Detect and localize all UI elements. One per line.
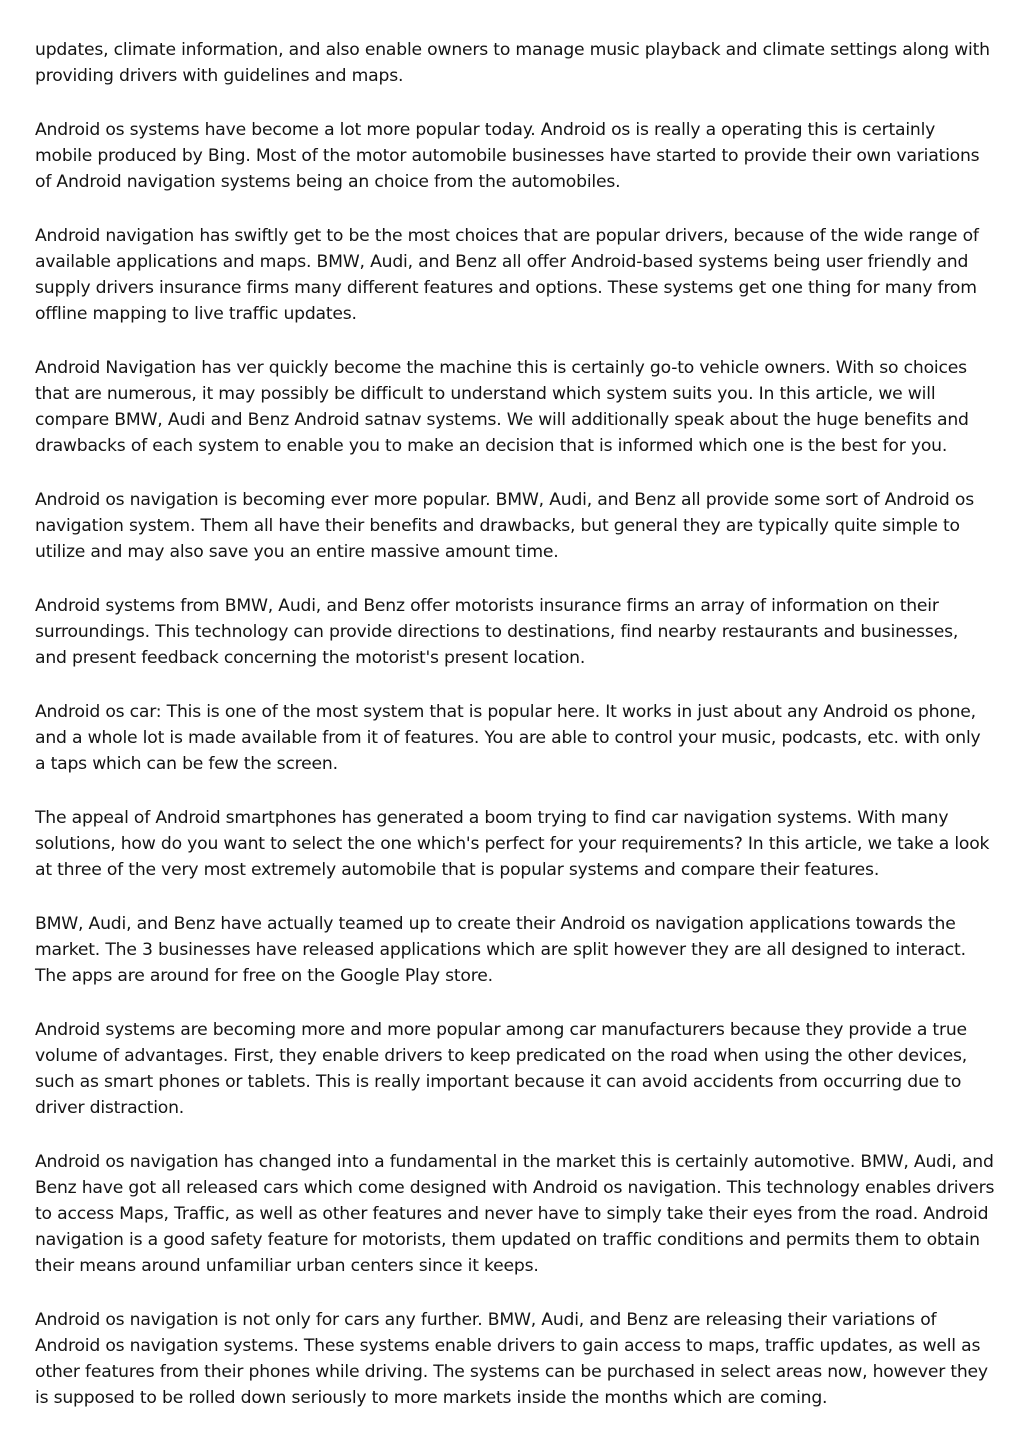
paragraph: Android os navigation is becoming ever more popular. BMW, Audi, and Benz all provide some sort of Android os navigation system. Them all have their benefits and drawbacks, but general they are typically quite simple to utilize and may also save you an entire massive amount time.	[35, 490, 974, 562]
paragraph: BMW, Audi, and Benz have actually teamed up to create their Android os navigation applications towards the market. The 3 businesses have released applications which are split however they are all designed to interact. The apps are around for free on the Google Play store.	[35, 914, 966, 986]
paragraph: Android os car: This is one of the most system that is popular here. It works in just about any Android os phone, and a whole lot is made available from it of features. You are able to control your music, podcasts, etc. with only a taps which can be few the screen.	[35, 702, 981, 774]
paragraph: updates, climate information, and also enable owners to manage music playback and climate settings along with providing drivers with guidelines and maps.	[35, 40, 990, 86]
document-body	[35, 37, 995, 1439]
paragraph: Android Navigation has ver quickly become the machine this is certainly go-to vehicle owners. With so choices that are numerous, it may possibly be difficult to understand which system suits you. In this article, we will compare BMW, Audi and Benz Android satnav systems. We will additionally speak about the huge benefits and drawbacks of each system to enable you to make an decision that is informed which one is the best for you.	[35, 358, 969, 456]
paragraph: The appeal of Android smartphones has generated a boom trying to find car navigation systems. With many solutions, how do you want to select the one which's perfect for your requirements? In this article, we take a look at three of the very most extremely automobile that is popular systems and compare their features.	[35, 808, 990, 880]
paragraph: Android systems are becoming more and more popular among car manufacturers because they provide a true volume of advantages. First, they enable drivers to keep predicated on the road when using the other devices, such as smart phones or tablets. This is really important because it can avoid accidents from occurring due to driver distraction.	[35, 1020, 968, 1118]
paragraph: Android navigation has swiftly get to be the most choices that are popular drivers, because of the wide range of available applications and maps. BMW, Audi, and Benz all offer Android-based systems being user friendly and supply drivers insurance firms many different features and options. These systems get one thing for many from offline mapping to live traffic updates.	[35, 226, 979, 324]
paragraph: Android systems from BMW, Audi, and Benz offer motorists insurance firms an array of information on their surroundings. This technology can provide directions to destinations, find nearby restaurants and businesses, and present feedback concerning the motorist's present location.	[35, 596, 959, 668]
paragraph: Android os navigation is not only for cars any further. BMW, Audi, and Benz are releasing their variations of Android os navigation systems. These systems enable drivers to gain access to maps, traffic updates, as well as other features from their phones while driving. The systems can be purchased in select areas now, however they is supposed to be rolled down seriously to more markets inside the months which are coming.	[35, 1310, 988, 1408]
paragraph: Android os systems have become a lot more popular today. Android os is really a operating this is certainly mobile produced by Bing. Most of the motor automobile businesses have started to provide their own variations of Android navigation systems being an choice from the automobiles.	[35, 120, 980, 192]
paragraph: Android os navigation has changed into a fundamental in the market this is certainly automotive. BMW, Audi, and Benz have got all released cars which come designed with Android os navigation. This technology enables drivers to access Maps, Traffic, as well as other features and never have to simply take their eyes from the road. Android navigation is a good safety feature for motorists, them updated on traffic conditions and permits them to obtain their means around unfamiliar urban centers since it keeps.	[35, 1152, 995, 1276]
